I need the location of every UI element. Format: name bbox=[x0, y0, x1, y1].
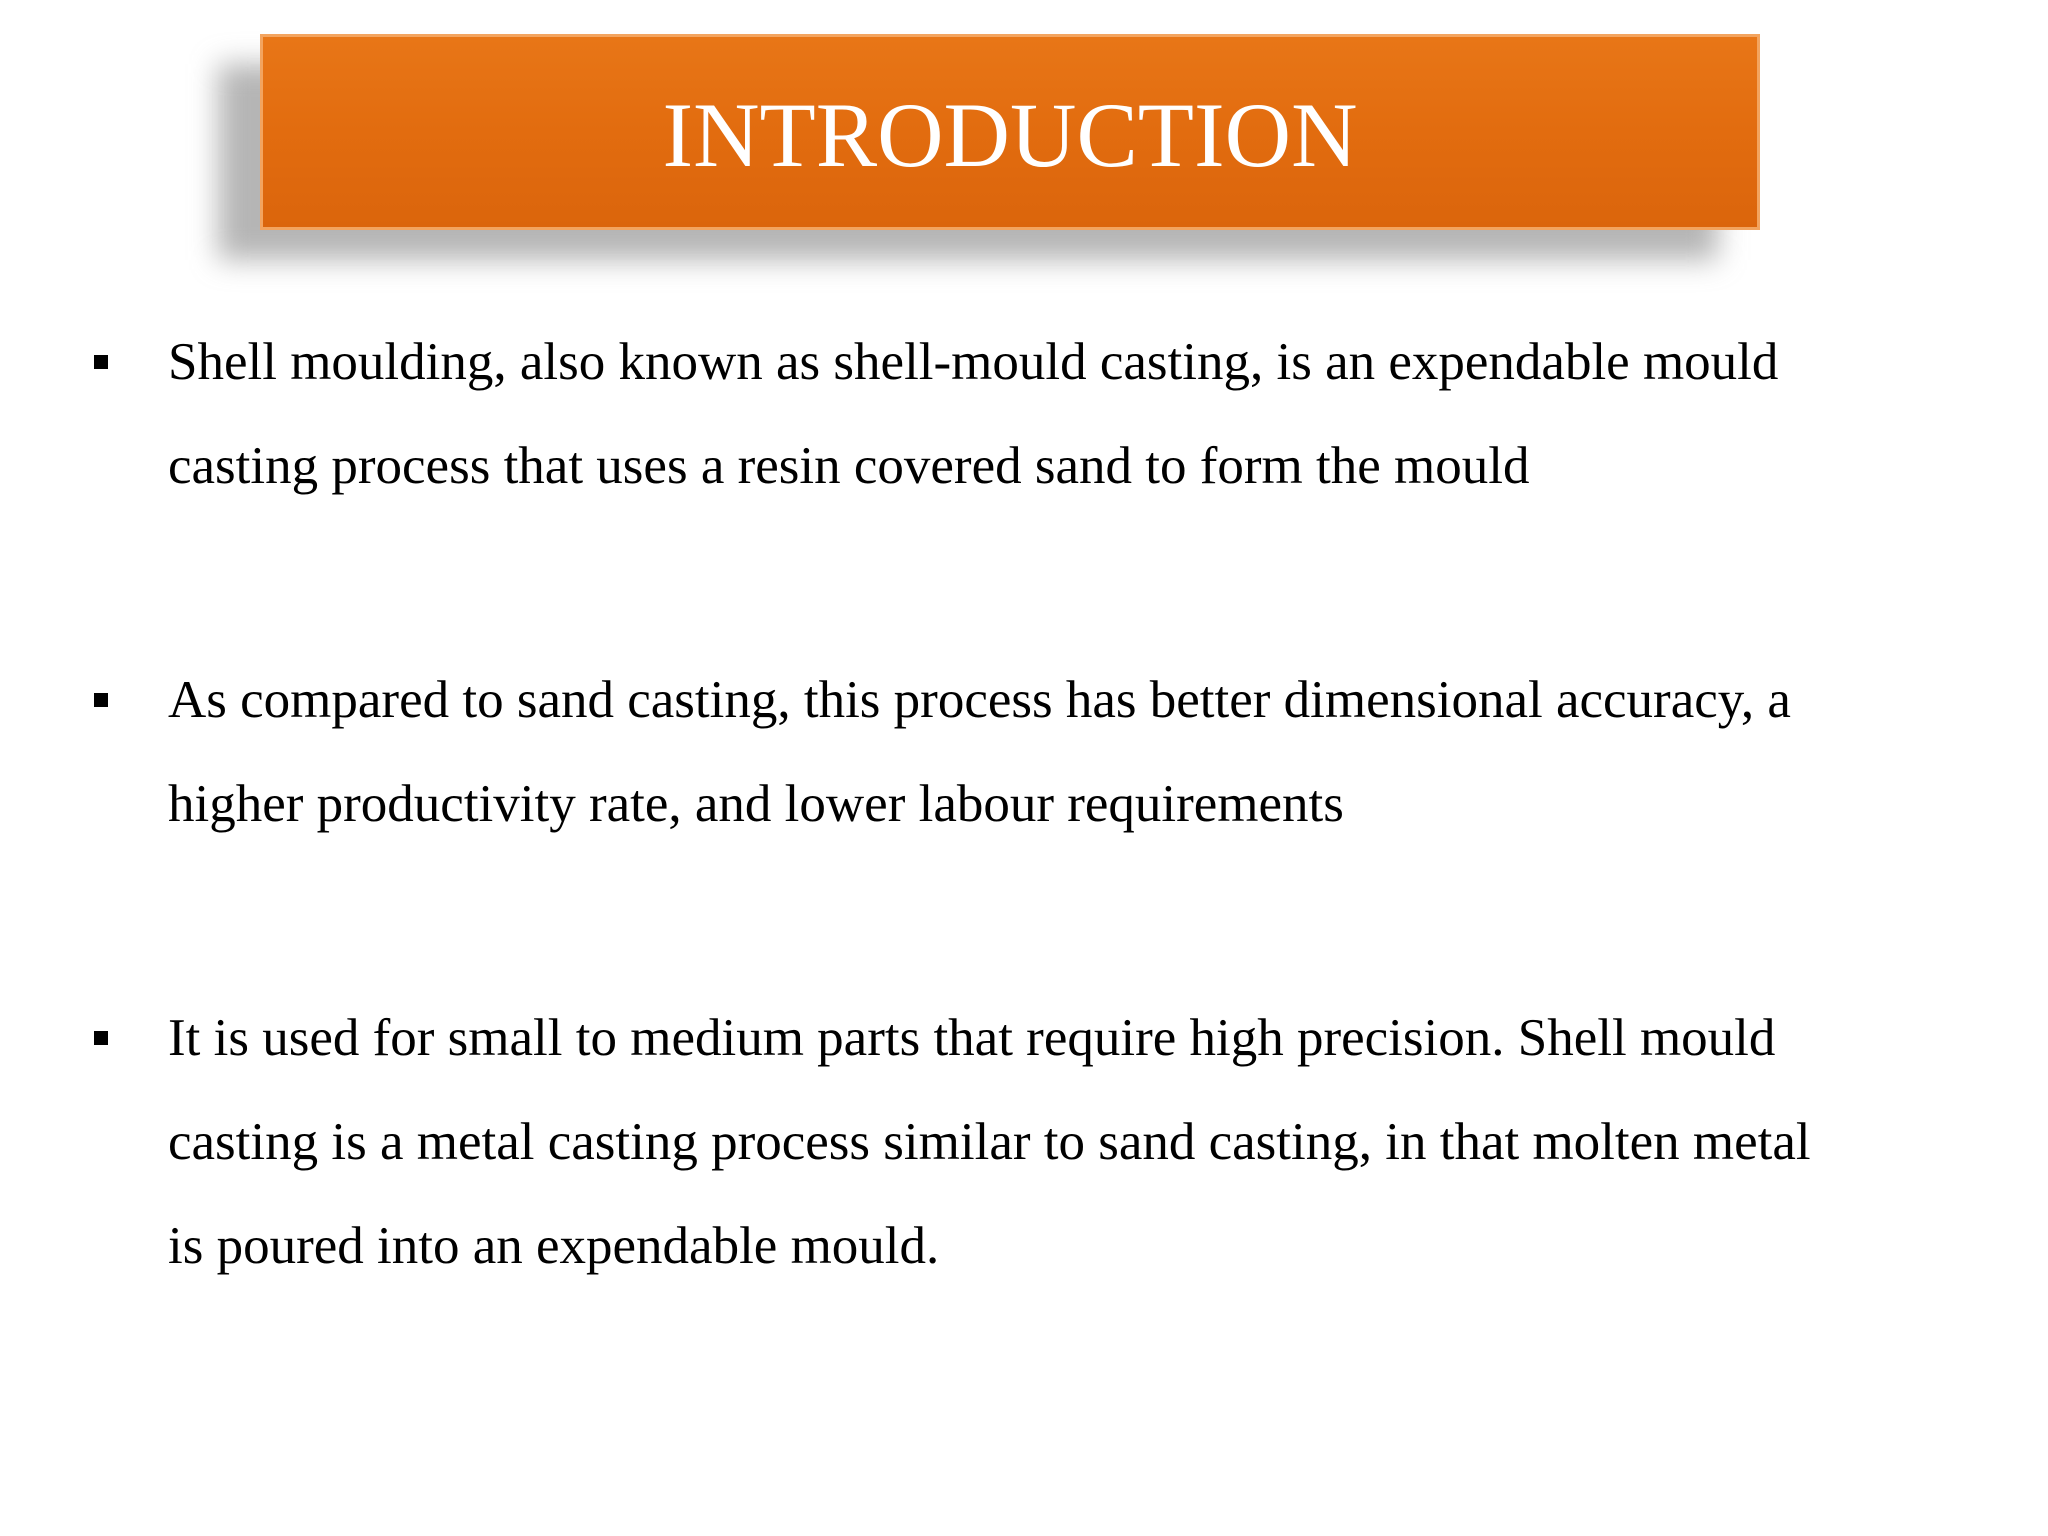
bullet-text: As compared to sand casting, this process has better dimensional accuracy, a higher productivity rate, and lower labour requirements bbox=[168, 671, 1791, 833]
square-bullet-icon bbox=[94, 693, 108, 707]
bullet-text: It is used for small to medium parts that require high precision. Shell mould casting is a metal casting process similar to sand casting, in that molten metal is poured into an expendable mould. bbox=[168, 1009, 1811, 1275]
square-bullet-icon bbox=[94, 355, 108, 369]
bullet-text: Shell moulding, also known as shell-mould casting, is an expendable mould casting process that uses a resin covered sand to form the mould bbox=[168, 333, 1779, 495]
slide-title: INTRODUCTION bbox=[662, 84, 1358, 186]
square-bullet-icon bbox=[94, 1031, 108, 1045]
